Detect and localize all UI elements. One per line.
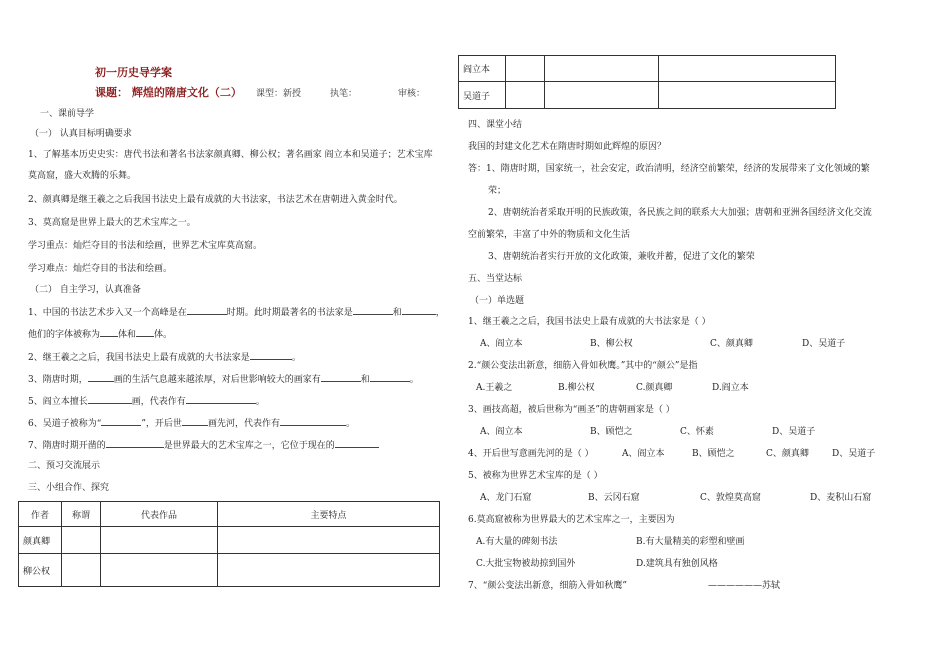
mc-option[interactable]: C、颜真卿 <box>766 449 809 459</box>
answer-3: 3、唐朝统治者实行开放的文化政策，兼收并蓄，促进了文化的繁荣 <box>488 252 755 262</box>
table-cell-author: 柳公权 <box>19 554 62 587</box>
mc-question-6: 6.莫高窟被称为世界最大的艺术宝库之一，主要因为 <box>468 515 675 525</box>
table-cell-author: 阎立本 <box>459 56 506 82</box>
answer-2-line1: 2、唐朝统治者采取开明的民族政策，各民族之间的联系大大加强；唐朝和亚洲各国经济文化交流 <box>488 208 872 218</box>
writer-label: 执笔： <box>330 89 358 99</box>
answer-blank[interactable] <box>321 372 361 382</box>
reviewer-label: 审核： <box>398 89 426 99</box>
answer-blank[interactable] <box>335 438 379 448</box>
calligraphy-table <box>18 501 440 587</box>
table-row <box>19 554 440 587</box>
answer-blank[interactable] <box>370 372 410 382</box>
answer-blank[interactable] <box>280 416 346 426</box>
question-1-line2: 他们的字体被称为 体和 体。 <box>28 327 172 341</box>
question-5: 5、阎立本擅长 画，代表作有 。 <box>28 394 265 408</box>
section-group-explore: 三、小组合作、探究 <box>28 483 110 493</box>
question-6: 6、吴道子被称为“ ”，开后世 画先河，代表作有 。 <box>28 416 355 430</box>
mc-option[interactable]: B、柳公权 <box>590 339 633 349</box>
quote-source: ——————苏轼 <box>708 581 781 591</box>
mc-option[interactable]: B.有大量精美的彩塑和壁画 <box>636 537 745 547</box>
mc-option[interactable]: C、颜真卿 <box>710 339 753 349</box>
mc-question-5: 5、被称为世界艺术宝库的是（ ） <box>468 471 603 481</box>
question-1-line1: 1、中国的书法艺术步入又一个高峰是在 时期。此时期最著名的书法家是 和 ， <box>28 305 445 319</box>
mc-option[interactable]: D.建筑具有独创风格 <box>636 559 718 569</box>
mc-option[interactable]: C.颜真卿 <box>636 383 673 393</box>
summary-question: 我国的封建文化艺术在隋唐时期如此辉煌的原因？ <box>468 142 667 152</box>
mc-option[interactable]: A、阎立本 <box>622 449 665 459</box>
section-summary: 四、课堂小结 <box>468 120 523 130</box>
table-cell[interactable] <box>101 527 218 554</box>
section-pre-study: 一、课前导学 <box>40 109 95 119</box>
subsection-goals: （一） 认真目标明确要求 <box>30 129 132 139</box>
answer-blank[interactable] <box>88 372 114 382</box>
mc-option[interactable]: B、顾恺之 <box>692 449 735 459</box>
section-assessment: 五、当堂达标 <box>468 274 523 284</box>
mc-option[interactable]: A.王羲之 <box>476 383 513 393</box>
table-header-author: 作者 <box>19 502 62 527</box>
mc-option[interactable]: B、云冈石窟 <box>588 493 640 503</box>
answer-blank[interactable] <box>250 350 292 360</box>
lesson-type: 课型：新授 <box>256 89 302 99</box>
goal-1-line1: 1、了解基本历史史实：唐代书法和著名书法家颜真卿、柳公权；著名画家 阎立本和吴道子；艺术宝库 <box>28 150 433 160</box>
question-3: 3、隋唐时期， 画的生活气息越来越浓厚，对后世影响较大的画家有 和 。 <box>28 372 419 386</box>
table-cell-author: 颜真卿 <box>19 527 62 554</box>
table-cell[interactable] <box>659 56 836 82</box>
mc-option[interactable]: D、吴道子 <box>772 427 816 437</box>
learning-difficulty: 学习难点：灿烂夺目的书法和绘画。 <box>28 264 173 274</box>
goal-2: 2、颜真卿是继王羲之之后我国书法史上最有成就的大书法家，书法艺术在唐朝进入黄金时代。 <box>28 195 403 205</box>
question-7: 7、隋唐时期开凿的 是世界最大的艺术宝库之一，它位于现在的 <box>28 438 379 452</box>
table-header-works: 代表作品 <box>101 502 218 527</box>
table-cell[interactable] <box>218 554 440 587</box>
table-cell[interactable] <box>545 56 659 82</box>
mc-option[interactable]: B、顾恺之 <box>590 427 633 437</box>
mc-option[interactable]: C、怀素 <box>680 427 714 437</box>
answer-blank[interactable] <box>106 438 164 448</box>
mc-option[interactable]: C.大批宝物被劫掠到国外 <box>476 559 576 569</box>
mc-option[interactable]: A.有大量的碑刻书法 <box>476 537 558 547</box>
table-cell[interactable] <box>659 82 836 109</box>
mc-option[interactable]: D、吴道子 <box>802 339 846 349</box>
lesson-subtitle: 课题： 辉煌的隋唐文化（二） <box>95 86 242 99</box>
mc-option[interactable]: B.柳公权 <box>558 383 595 393</box>
table-row <box>459 82 836 109</box>
table-header-row <box>19 502 440 527</box>
table-cell-author: 吴道子 <box>459 82 506 109</box>
table-row <box>459 56 836 82</box>
subsection-self-study: （二） 自主学习，认真准备 <box>30 285 141 295</box>
answer-blank[interactable] <box>182 416 208 426</box>
painter-table <box>458 55 836 109</box>
answer-1-line2: 荣； <box>488 186 507 196</box>
section-preview-share: 二、预习交流展示 <box>28 461 101 471</box>
subsection-single-choice: （一）单选题 <box>470 296 525 306</box>
mc-option[interactable]: A、阎立本 <box>480 427 523 437</box>
answer-blank[interactable] <box>187 305 227 315</box>
answer-blank[interactable] <box>100 327 118 337</box>
answer-2-line2: 空前繁荣，丰富了中外的物质和文化生活 <box>468 230 631 240</box>
table-cell[interactable] <box>506 56 545 82</box>
table-cell[interactable] <box>506 82 545 109</box>
table-cell[interactable] <box>62 554 101 587</box>
question-2: 2、继王羲之之后，我国书法史上最有成就的大书法家是 。 <box>28 350 301 364</box>
answer-blank[interactable] <box>136 327 154 337</box>
table-cell[interactable] <box>218 527 440 554</box>
table-cell[interactable] <box>62 527 101 554</box>
table-header-title: 称谓 <box>62 502 101 527</box>
goal-3: 3、莫高窟是世界上最大的艺术宝库之一。 <box>28 218 196 228</box>
mc-question-3: 3、画技高超，被后世称为“画圣”的唐朝画家是（ ） <box>468 405 675 415</box>
table-cell[interactable] <box>545 82 659 109</box>
mc-option[interactable]: D、吴道子 <box>832 449 876 459</box>
mc-option[interactable]: C、敦煌莫高窟 <box>700 493 761 503</box>
mc-option[interactable]: A、龙门石窟 <box>480 493 532 503</box>
answer-blank[interactable] <box>186 394 256 404</box>
answer-blank[interactable] <box>353 305 393 315</box>
answer-blank[interactable] <box>402 305 436 315</box>
table-cell[interactable] <box>101 554 218 587</box>
mc-question-4: 4、开后世写意画先河的是（ ） <box>468 449 594 459</box>
answer-blank[interactable] <box>101 416 141 426</box>
goal-1-line2: 莫高窟，盛大欢腾的乐舞。 <box>28 171 137 181</box>
mc-question-1: 1、继王羲之之后，我国书法史上最有成就的大书法家是（ ） <box>468 317 711 327</box>
table-header-features: 主要特点 <box>218 502 440 527</box>
table-row <box>19 527 440 554</box>
mc-option[interactable]: D.阎立本 <box>712 383 749 393</box>
mc-question-2: 2.“颜公变法出新意，细筋入骨如秋鹰。”其中的“颜公”是指 <box>468 361 698 371</box>
learning-focus: 学习重点：灿烂夺目的书法和绘画，世界艺术宝库莫高窟。 <box>28 241 263 251</box>
mc-option[interactable]: D、麦积山石窟 <box>810 493 872 503</box>
answer-blank[interactable] <box>88 394 132 404</box>
page-title: 初一历史导学案 <box>95 66 172 79</box>
mc-question-7: 7、“颜公变法出新意，细筋入骨如秋鹰” <box>468 581 627 591</box>
answer-1-line1: 答：1、隋唐时期，国家统一，社会安定，政治清明，经济空前繁荣，经济的发展带来了文化领域的繁 <box>468 164 870 174</box>
mc-option[interactable]: A、阎立本 <box>480 339 523 349</box>
